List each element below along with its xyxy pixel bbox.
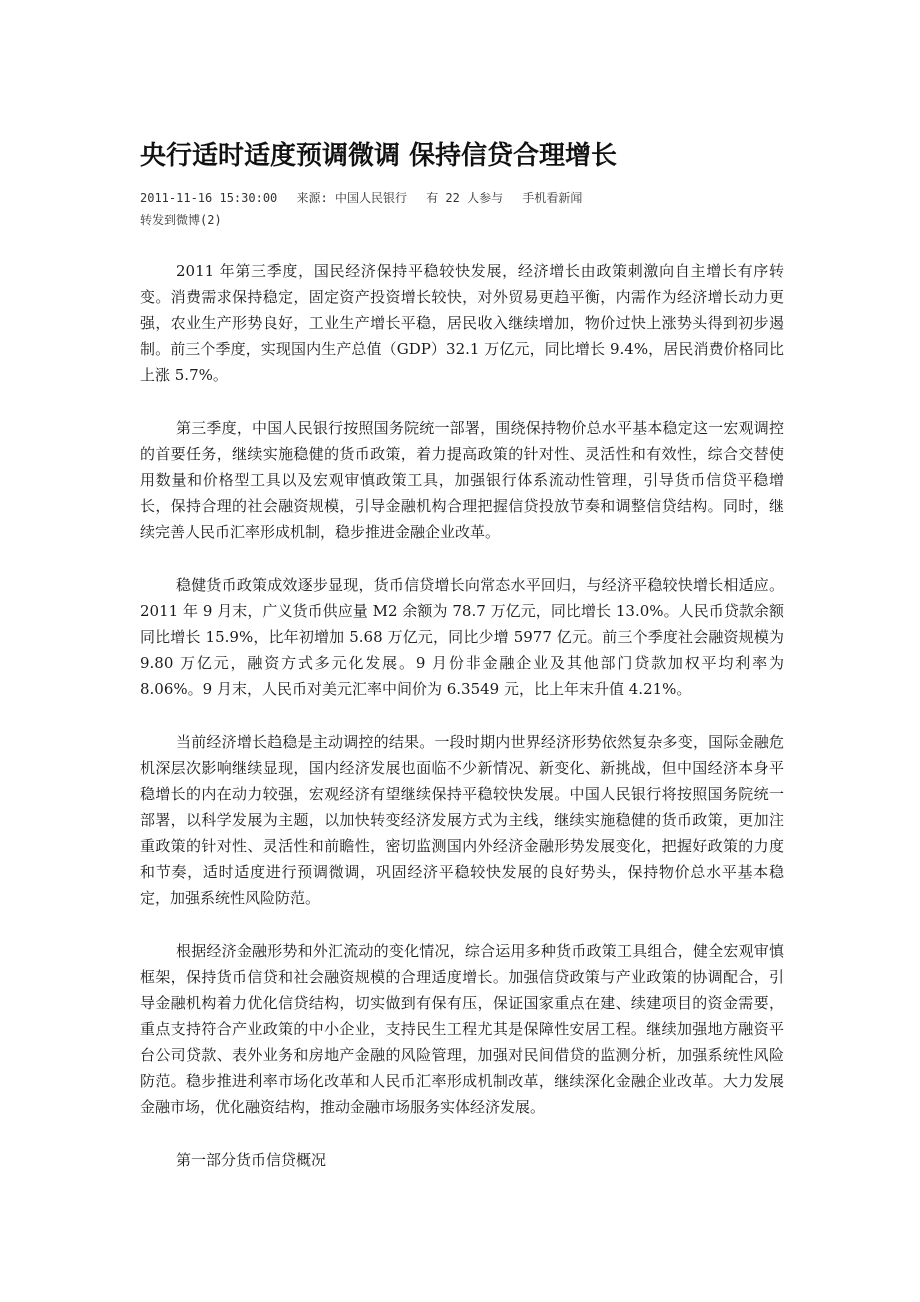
mobile-news-link[interactable]: 手机看新闻 (522, 191, 583, 205)
publish-datetime: 2011-11-16 15:30:00 (140, 191, 278, 205)
article-meta (140, 188, 594, 230)
article-source: 来源: 中国人民银行 (296, 191, 407, 205)
article-title: 央行适时适度预调微调 保持信贷合理增长 (140, 141, 618, 171)
paragraph: 2011 年第三季度，国民经济保持平稳较快发展，经济增长由政策刺激向自主增长有序转变。消费需求保持稳定，固定资产投资增长较快，对外贸易更趋平衡，内需作为经济增长动力更强，农业生产形势良好，工业生产增长平稳，居民收入继续增加，物价过快上涨势头得到初步遏制。前三个季度，实现国内生产总值（GDP）32.1 万亿元，同比增长 9.4%，居民消费价格同比上涨 5.7%。 (140, 262, 784, 384)
paragraph: 稳健货币政策成效逐步显现，货币信贷增长向常态水平回归，与经济平稳较快增长相适应。2011 年 9 月末，广义货币供应量 M2 余额为 78.7 万亿元，同比增长 13.0%。人民币贷款余额同比增长 15.9%，比年初增加 5.68 万亿元，同比少增 5977 亿元。前三个季度社会融资规模为 9.80 万亿元，融资方式多元化发展。9 月份非金融企业及其他部门贷款加权平均利率为 8.06%。9 月末，人民币对美元汇率中间价为 6.3549 元，比上年末升值 4.21%。 (140, 576, 784, 698)
section-heading: 第一部分货币信贷概况 (176, 1151, 327, 1169)
paragraph: 当前经济增长趋稳是主动调控的结果。一段时期内世界经济形势依然复杂多变，国际金融危机深层次影响继续显现，国内经济发展也面临不少新情况、新变化、新挑战，但中国经济本身平稳增长的内在动力较强，宏观经济有望继续保持平稳较快发展。中国人民银行将按照国务院统一部署，以科学发展为主题，以加快转变经济发展方式为主线，继续实施稳健的货币政策，更加注重政策的针对性、灵活性和前瞻性，密切监测国内外经济金融形势发展变化，把握好政策的力度和节奏，适时适度进行预调微调，巩固经济平稳较快发展的良好势头，保持物价总水平基本稳定，加强系统性风险防范。 (140, 733, 784, 907)
article-body (140, 258, 784, 1200)
paragraph: 根据经济金融形势和外汇流动的变化情况，综合运用多种货币政策工具组合，健全宏观审慎框架，保持货币信贷和社会融资规模的合理适度增长。加强信贷政策与产业政策的协调配合，引导金融机构着力优化信贷结构，切实做到有保有压，保证国家重点在建、续建项目的资金需要，重点支持符合产业政策的中小企业，支持民生工程尤其是保障性安居工程。继续加强地方融资平台公司贷款、表外业务和房地产金融的风险管理，加强对民间借贷的监测分析，加强系统性风险防范。稳步推进利率市场化改革和人民币汇率形成机制改革，继续深化金融企业改革。大力发展金融市场，优化融资结构，推动金融市场服务实体经济发展。 (140, 942, 784, 1116)
share-to-weibo-link[interactable]: 转发到微博(2) (140, 213, 222, 227)
paragraph: 第三季度，中国人民银行按照国务院统一部署，围绕保持物价总水平基本稳定这一宏观调控的首要任务，继续实施稳健的货币政策，着力提高政策的针对性、灵活性和有效性，综合交替使用数量和价格型工具以及宏观审慎政策工具，加强银行体系流动性管理，引导货币信贷平稳增长，保持合理的社会融资规模，引导金融机构合理把握信贷投放节奏和调整信贷结构。同时，继续完善人民币汇率形成机制，稳步推进金融企业改革。 (140, 419, 784, 541)
participant-count[interactable]: 有 22 人参与 (426, 191, 504, 205)
